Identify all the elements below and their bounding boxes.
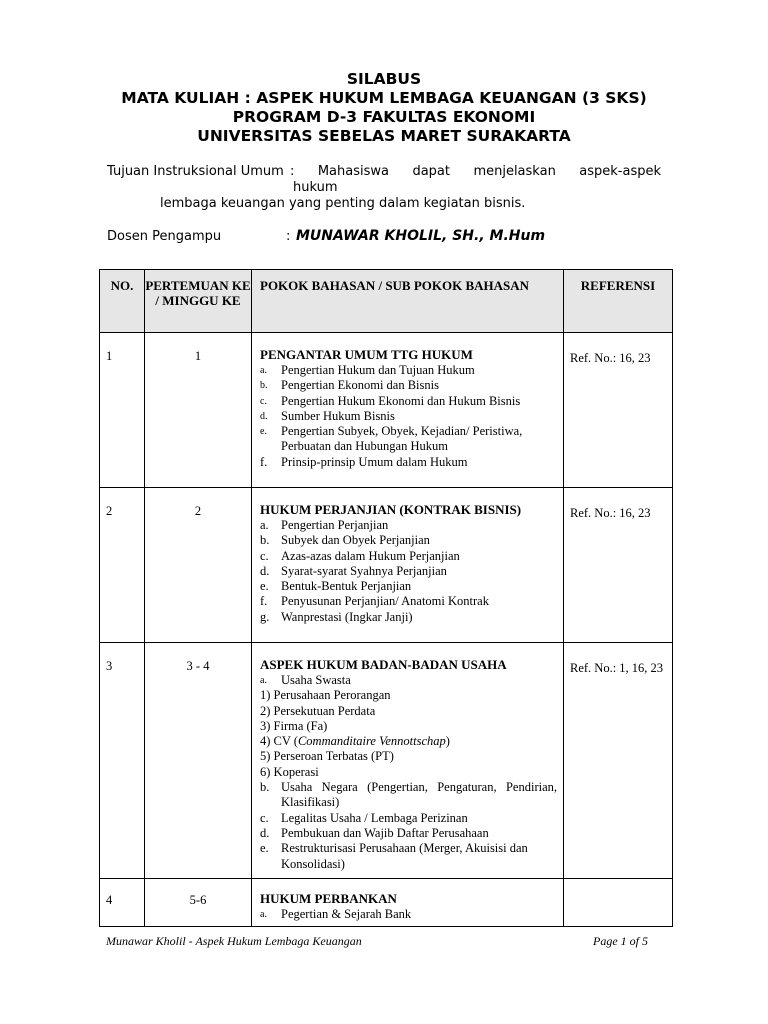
list-item: d. Pembukuan dan Wajib Daftar Perusahaan	[260, 825, 489, 840]
row-referensi: Ref. No.: 16, 23	[564, 488, 673, 643]
list-item: f. Penyusunan Perjanjian/ Anatomi Kontrak	[260, 594, 489, 609]
row-referensi: Ref. No.: 16, 23	[564, 333, 673, 488]
table-row	[100, 333, 673, 488]
footer-author-course: Munawar Kholil - Aspek Hukum Lembaga Keuangan	[106, 934, 362, 948]
list-item: 3) Firma (Fa)	[260, 718, 328, 733]
topic-title: HUKUM PERJANJIAN (KONTRAK BISNIS)	[260, 502, 522, 517]
topic-title: HUKUM PERBANKAN	[260, 890, 397, 906]
row-referensi	[564, 878, 673, 926]
list-item: a. Pengertian Perjanjian	[260, 518, 389, 532]
list-item: b. Pengertian Ekonomi dan Bisnis	[260, 378, 439, 393]
row-pertemuan: 2	[145, 488, 252, 643]
topic-title: PENGANTAR UMUM TTG HUKUM	[260, 347, 473, 362]
list-item: g. Wanprestasi (Ingkar Janji)	[260, 609, 413, 624]
title-line-silabus: SILABUS	[346, 70, 422, 88]
syllabus-table	[99, 269, 673, 927]
row-no: 1	[100, 333, 145, 488]
row-pokok-bahasan	[252, 488, 564, 643]
header-referensi: REFERENSI	[564, 270, 673, 333]
row-pokok-bahasan	[252, 878, 564, 926]
tujuan-text-continued: hukum	[293, 180, 338, 195]
tujuan-label: Tujuan Instruksional Umum	[107, 164, 284, 179]
list-item: b. Subyek dan Obyek Perjanjian	[260, 533, 430, 548]
list-item: e. Pengertian Subyek, Obyek, Kejadian/ Peristiwa, Perbuatan dan Hubungan Hukum	[260, 424, 523, 454]
row-no: 3	[100, 643, 145, 879]
list-item: c. Legalitas Usaha / Lembaga Perizinan	[260, 810, 468, 825]
header-pokok-bahasan: POKOK BAHASAN / SUB POKOK BAHASAN	[252, 270, 564, 333]
list-item: c. Azas-azas dalam Hukum Perjanjian	[260, 548, 460, 563]
table-row	[100, 488, 673, 643]
table-header-row	[100, 270, 673, 333]
row-pertemuan: 1	[145, 333, 252, 488]
row-pokok-bahasan	[252, 643, 564, 879]
footer-page-number: Page 1 of 5	[593, 934, 648, 948]
list-item: 4) CV (Commanditaire Vennottschap)	[260, 734, 450, 749]
list-item: a. Pegertian & Sejarah Bank	[260, 906, 412, 921]
title-line-program: PROGRAM D-3 FAKULTAS EKONOMI	[232, 108, 536, 126]
document-title	[0, 70, 768, 146]
list-item: c. Pengertian Hukum Ekonomi dan Hukum Bisnis	[260, 393, 521, 408]
list-item: d. Sumber Hukum Bisnis	[260, 408, 395, 423]
dosen-name: MUNAWAR KHOLIL, SH., M.Hum	[296, 228, 546, 244]
list-item: e. Restrukturisasi Perusahaan (Merger, Akuisisi dan Konsolidasi)	[260, 841, 528, 871]
dosen-colon: :	[286, 229, 291, 244]
table-row	[100, 643, 673, 879]
list-item: f. Prinsip-prinsip Umum dalam Hukum	[260, 454, 468, 469]
header-no: NO.	[100, 270, 145, 333]
title-line-university: UNIVERSITAS SEBELAS MARET SURAKARTA	[197, 127, 571, 145]
row-pertemuan: 3 - 4	[145, 643, 252, 879]
header-pertemuan: PERTEMUAN KE / MINGGU KE	[145, 270, 252, 333]
table-row	[100, 878, 673, 926]
list-item: 5) Perseroan Terbatas (PT)	[260, 749, 394, 764]
list-item: 6) Koperasi	[260, 764, 319, 779]
dosen-label: Dosen Pengampu	[107, 229, 222, 244]
tujuan-text: : Mahasiswa dapat menjelaskan aspek-aspek	[290, 164, 661, 179]
list-item: d. Syarat-syarat Syahnya Perjanjian	[260, 563, 447, 578]
title-line-course: MATA KULIAH : ASPEK HUKUM LEMBAGA KEUANGAN (3 SKS)	[121, 89, 647, 107]
row-no: 4	[100, 878, 145, 926]
list-item: 1) Perusahaan Perorangan	[260, 688, 391, 703]
list-item: a. Usaha Swasta	[260, 673, 351, 687]
row-referensi: Ref. No.: 1, 16, 23	[564, 643, 673, 879]
tujuan-text-line2: lembaga keuangan yang penting dalam kegiatan bisnis.	[160, 196, 526, 211]
list-item: a. Pengertian Hukum dan Tujuan Hukum	[260, 363, 475, 377]
list-item: 2) Persekutuan Perdata	[260, 703, 376, 718]
list-item: e. Bentuk-Bentuk Perjanjian	[260, 579, 412, 594]
topic-title: ASPEK HUKUM BADAN-BADAN USAHA	[260, 657, 507, 672]
list-item: b. Usaha Negara (Pengertian, Pengaturan, Pendirian, Klasifikasi)	[260, 780, 557, 810]
row-pokok-bahasan	[252, 333, 564, 488]
row-pertemuan: 5-6	[145, 878, 252, 926]
row-no: 2	[100, 488, 145, 643]
